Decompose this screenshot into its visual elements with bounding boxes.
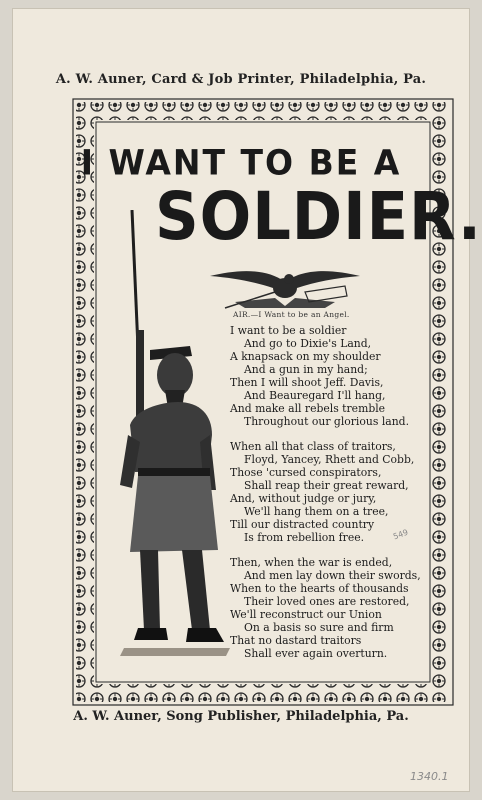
lyric-line: I want to be a soldier bbox=[230, 324, 347, 337]
title-line-1: I WANT TO BE A bbox=[80, 142, 402, 183]
lyric-line: Their loved ones are restored, bbox=[244, 595, 410, 608]
lyric-line: Those 'cursed conspirators, bbox=[230, 466, 382, 479]
publisher-imprint: A. W. Auner, Song Publisher, Philadelphia, Pa. bbox=[73, 709, 409, 724]
verse-1 bbox=[230, 324, 430, 428]
lyric-line: A knapsack on my shoulder bbox=[230, 350, 381, 363]
catalog-number: 1340.1 bbox=[410, 770, 449, 783]
lyric-line: Then, when the war is ended, bbox=[230, 556, 393, 569]
lyric-line: On a basis so sure and firm bbox=[244, 621, 394, 634]
lyric-line: When all that class of traitors, bbox=[230, 440, 396, 453]
lyric-line: And go to Dixie's Land, bbox=[244, 337, 372, 350]
lyric-line: Shall reap their great reward, bbox=[244, 479, 409, 492]
lyric-line: That no dastard traitors bbox=[230, 634, 362, 647]
lyric-line: Is from rebellion free. bbox=[244, 531, 365, 544]
verse-2 bbox=[230, 440, 430, 544]
lyric-line: Throughout our glorious land. bbox=[244, 415, 410, 428]
lyric-line: Then I will shoot Jeff. Davis, bbox=[230, 376, 384, 389]
air-note: AIR.—I Want to be an Angel. bbox=[233, 310, 350, 319]
lyric-line: We'll reconstruct our Union bbox=[230, 608, 382, 621]
lyric-line: When to the hearts of thousands bbox=[230, 582, 409, 595]
verse-3 bbox=[230, 556, 430, 660]
soldier-illustration bbox=[100, 210, 235, 660]
lyric-line: Floyd, Yancey, Rhett and Cobb, bbox=[244, 453, 415, 466]
lyric-line: Shall ever again overturn. bbox=[244, 647, 388, 660]
title-line-2: SOLDIER. bbox=[155, 178, 482, 255]
lyric-line: And a gun in my hand; bbox=[244, 363, 368, 376]
lyric-line: And Beauregard I'll hang, bbox=[244, 389, 386, 402]
lyric-line: And men lay down their swords, bbox=[244, 569, 421, 582]
lyric-line: Till our distracted country bbox=[230, 518, 375, 531]
lyric-line: And make all rebels tremble bbox=[230, 402, 386, 415]
pencil-annotation: 549 bbox=[391, 527, 410, 542]
printer-imprint: A. W. Auner, Card & Job Printer, Philadelphia, Pa. bbox=[55, 72, 427, 87]
song-lyrics bbox=[230, 324, 430, 672]
lyric-line: We'll hang them on a tree, bbox=[244, 505, 389, 518]
lyric-line: And, without judge or jury, bbox=[230, 492, 377, 505]
